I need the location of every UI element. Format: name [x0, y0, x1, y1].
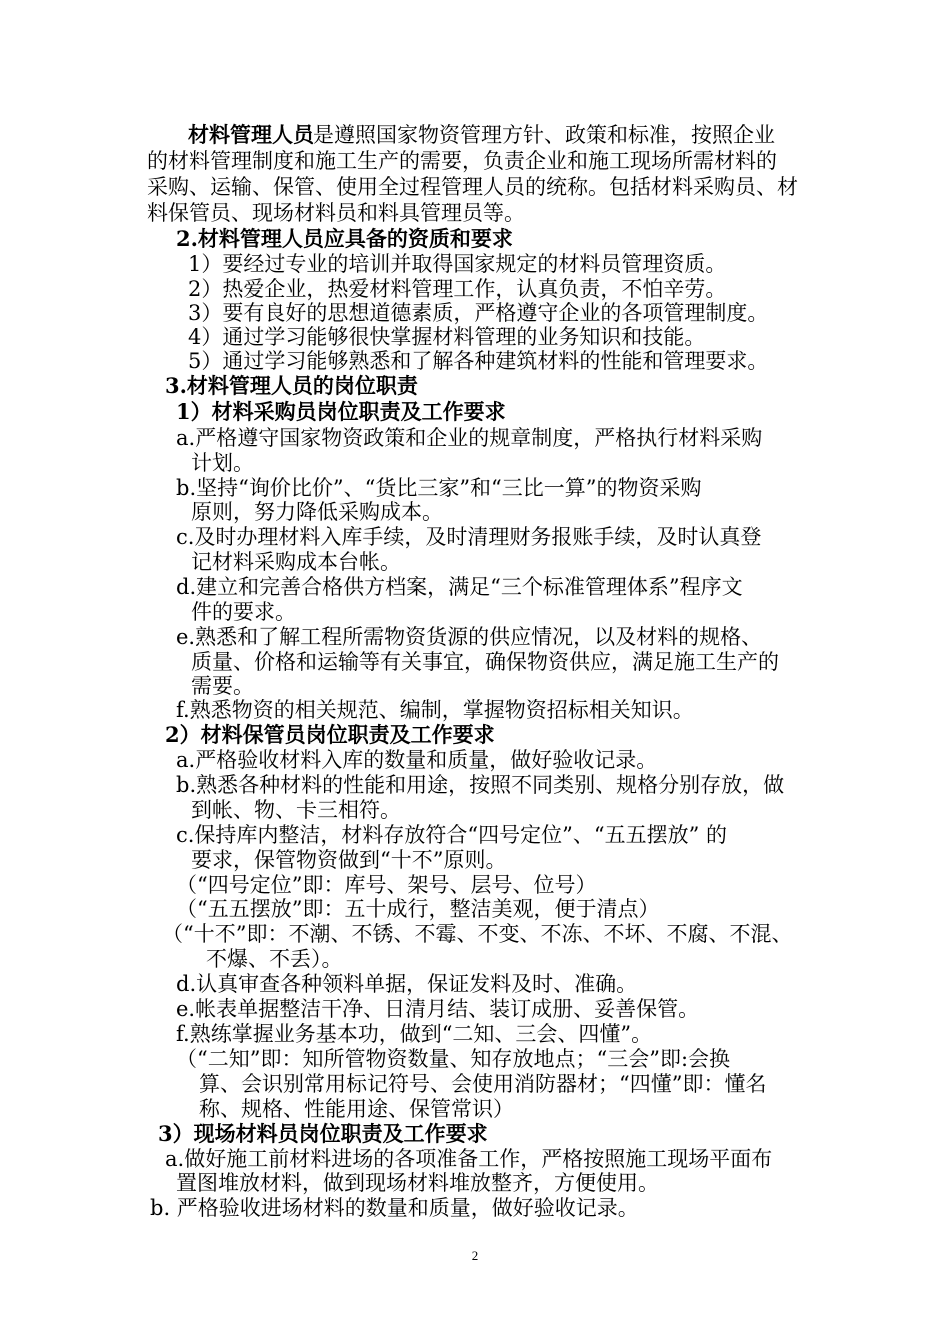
duty-line: 件的要求。: [191, 600, 296, 624]
duty-line: 称、规格、性能用途、保管常识）: [199, 1097, 514, 1121]
subsection-heading: 2）材料保管员岗位职责及工作要求: [165, 722, 495, 747]
duty-line: a.严格遵守国家物资政策和企业的规章制度，严格执行材料采购: [176, 426, 763, 450]
duty-line: c.及时办理材料入库手续，及时清理财务报账手续，及时认真登: [176, 525, 762, 549]
duty-line: a.做好施工前材料进场的各项准备工作，严格按照施工现场平面布: [165, 1147, 773, 1171]
duty-line: 要求，保管物资做到“十不”原则。: [191, 848, 507, 872]
duty-line: 置图堆放材料，做到现场材料堆放整齐，方便使用。: [176, 1171, 659, 1195]
duty-line: b.熟悉各种材料的性能和用途，按照不同类别、规格分别存放，做: [176, 773, 785, 797]
duty-line: b.坚持“询价比价”、“货比三家”和“三比一算”的物资采购: [176, 476, 702, 500]
duty-line: 到帐、物、卡三相符。: [191, 798, 401, 822]
duty-line: a.严格验收材料入库的数量和质量，做好验收记录。: [176, 748, 658, 772]
duty-line: f.熟悉物资的相关规范、编制，掌握物资招标相关知识。: [176, 698, 694, 722]
duty-line: e.帐表单据整洁干净、日清月结、装订成册、妥善保管。: [176, 997, 700, 1021]
duty-line: b. 严格验收进场材料的数量和质量，做好验收记录。: [150, 1196, 639, 1220]
intro-line: 的材料管理制度和施工生产的需要，负责企业和施工现场所需材料的: [147, 149, 777, 173]
duty-line: e.熟悉和了解工程所需物资货源的供应情况，以及材料的规格、: [176, 625, 763, 649]
duty-line: 计划。: [191, 451, 254, 475]
duty-line: （“十不”即：不潮、不锈、不霉、不变、不冻、不坏、不腐、不混、: [162, 922, 793, 946]
page-number: 2: [471, 1248, 479, 1263]
list-item: 5）通过学习能够熟悉和了解各种建筑材料的性能和管理要求。: [188, 349, 769, 373]
list-item: 1）要经过专业的培训并取得国家规定的材料员管理资质。: [188, 252, 727, 276]
duty-line: 记材料采购成本台帐。: [191, 550, 401, 574]
intro-line: 采购、运输、保管、使用全过程管理人员的统称。包括材料采购员、材: [147, 175, 798, 199]
list-item: 3）要有良好的思想道德素质，严格遵守企业的各项管理制度。: [188, 301, 769, 325]
subsection-heading: 1）材料采购员岗位职责及工作要求: [176, 399, 506, 424]
duty-line: （“五五摆放”即：五十成行，整洁美观，便于清点）: [176, 897, 660, 921]
duty-line: d.认真审查各种领料单据，保证发料及时、准确。: [176, 972, 638, 996]
duty-line: 算、会识别常用标记符号、会使用消防器材；“四懂”即：懂名: [199, 1072, 767, 1096]
duty-line: （“二知”即：知所管物资数量、知存放地点；“三会”即:会换: [176, 1047, 731, 1071]
duty-line: c.保持库内整洁，材料存放符合“四号定位”、“五五摆放” 的: [176, 823, 728, 847]
duty-line: 原则，努力降低采购成本。: [191, 500, 443, 524]
duty-line: 不爆、不丢）。: [206, 947, 343, 971]
duty-line: 需要。: [191, 674, 254, 698]
section-heading: 3.材料管理人员的岗位职责: [165, 373, 418, 398]
duty-line: 质量、价格和运输等有关事宜，确保物资供应，满足施工生产的: [191, 650, 779, 674]
intro-line: 是遵照国家物资管理方针、政策和标准，按照企业: [313, 123, 775, 147]
subsection-heading: 3）现场材料员岗位职责及工作要求: [158, 1121, 488, 1146]
duty-line: （“四号定位”即：库号、架号、层号、位号）: [176, 873, 597, 897]
list-item: 4）通过学习能够很快掌握材料管理的业务知识和技能。: [188, 325, 706, 349]
list-item: 2）热爱企业，热爱材料管理工作，认真负责，不怕辛劳。: [188, 277, 727, 301]
duty-line: d.建立和完善合格供方档案，满足“三个标准管理体系”程序文: [176, 575, 743, 599]
intro-line: 料保管员、现场材料员和料具管理员等。: [147, 201, 525, 225]
section-heading: 2.材料管理人员应具备的资质和要求: [176, 226, 513, 251]
intro-term: 材料管理人员: [188, 122, 314, 147]
duty-line: f.熟练掌握业务基本功，做到“二知、三会、四懂”。: [176, 1022, 653, 1046]
